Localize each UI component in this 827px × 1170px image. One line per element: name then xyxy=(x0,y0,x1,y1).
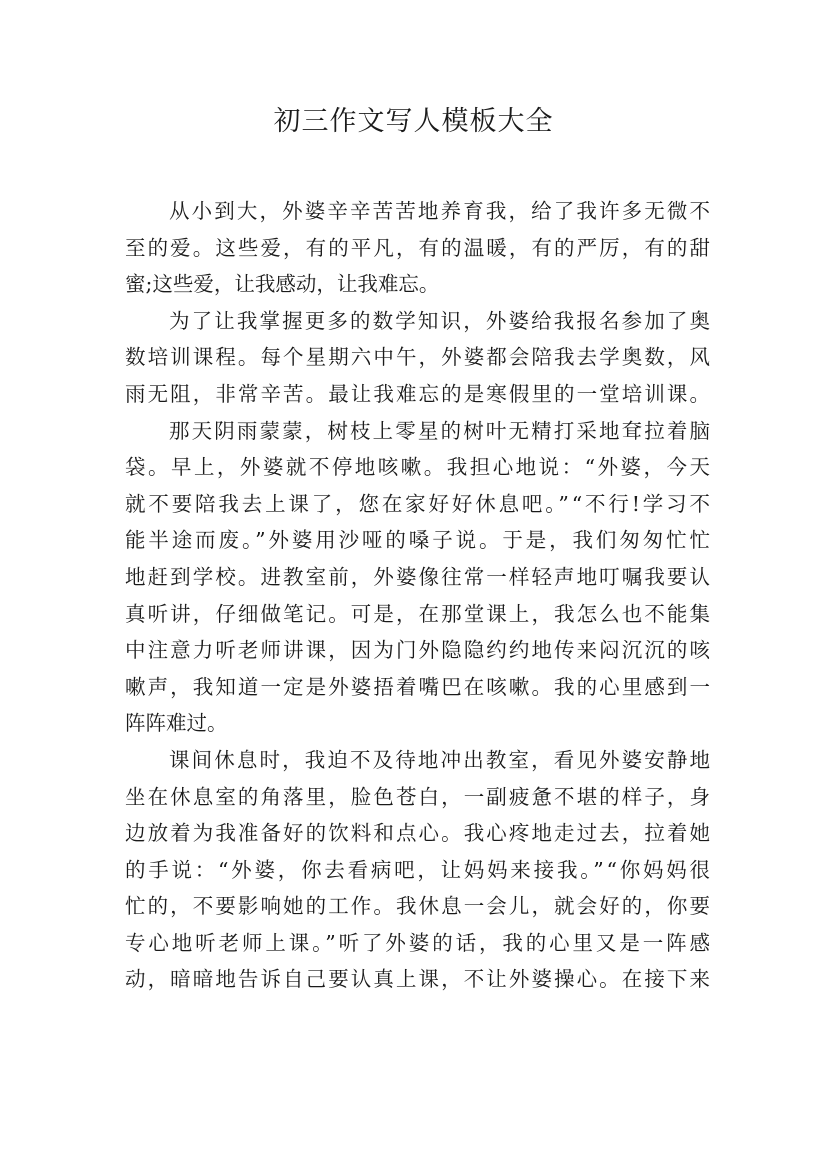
text-line: 坐在休息室的角落里，脸色苍白，一副疲惫不堪的样子，身 xyxy=(125,784,713,809)
text-line: 课间休息时，我迫不及待地冲出教室，看见外婆安静地 xyxy=(169,747,713,772)
text-line: 能半途而废。”外婆用沙哑的嗓子说。于是，我们匆匆忙忙 xyxy=(125,528,713,553)
text-line: 至的爱。这些爱，有的平凡，有的温暖，有的严厉，有的甜 xyxy=(125,235,713,260)
text-line: 边放着为我准备好的饮料和点心。我心疼地走过去，拉着她 xyxy=(125,821,713,846)
text-line: 地赶到学校。进教室前，外婆像往常一样轻声地叮嘱我要认 xyxy=(125,564,713,589)
text-line: 从小到大，外婆辛辛苦苦地养育我，给了我许多无微不 xyxy=(169,199,713,223)
text-line: 雨无阻，非常辛苦。最让我难忘的是寒假里的一堂培训课。 xyxy=(125,381,713,406)
text-line: 专心地听老师上课。”听了外婆的话，我的心里又是一阵感 xyxy=(125,930,713,955)
text-line: 就不要陪我去上课了，您在家好好休息吧。”“不行!学习不 xyxy=(125,491,713,516)
text-line: 中注意力听老师讲课，因为门外隐隐约约地传来闷沉沉的咳 xyxy=(125,638,713,663)
text-line: 袋。早上，外婆就不停地咳嗽。我担心地说：“外婆，今天 xyxy=(125,455,713,480)
text-line: 真听讲，仔细做笔记。可是，在那堂课上，我怎么也不能集 xyxy=(125,601,713,626)
text-line: 那天阴雨蒙蒙，树枝上零星的树叶无精打采地耷拉着脑 xyxy=(169,418,713,443)
text-line: 蜜;这些爱，让我感动，让我难忘。 xyxy=(125,272,440,297)
text-line: 为了让我掌握更多的数学知识，外婆给我报名参加了奥 xyxy=(169,308,713,333)
text-line: 的手说：“外婆，你去看病吧，让妈妈来接我。”“你妈妈很 xyxy=(125,857,713,882)
page-title: 初三作文写人模板大全 xyxy=(273,106,554,137)
text-line: 忙的，不要影响她的工作。我休息一会儿，就会好的，你要 xyxy=(125,894,713,919)
text-line: 数培训课程。每个星期六中午，外婆都会陪我去学奥数，风 xyxy=(125,345,713,370)
document-body xyxy=(125,193,713,998)
text-line: 阵阵难过。 xyxy=(125,711,228,736)
text-line: 嗽声，我知道一定是外婆捂着嘴巴在咳嗽。我的心里感到一 xyxy=(125,674,713,699)
text-line: 动，暗暗地告诉自己要认真上课，不让外婆操心。在接下来 xyxy=(125,967,713,992)
